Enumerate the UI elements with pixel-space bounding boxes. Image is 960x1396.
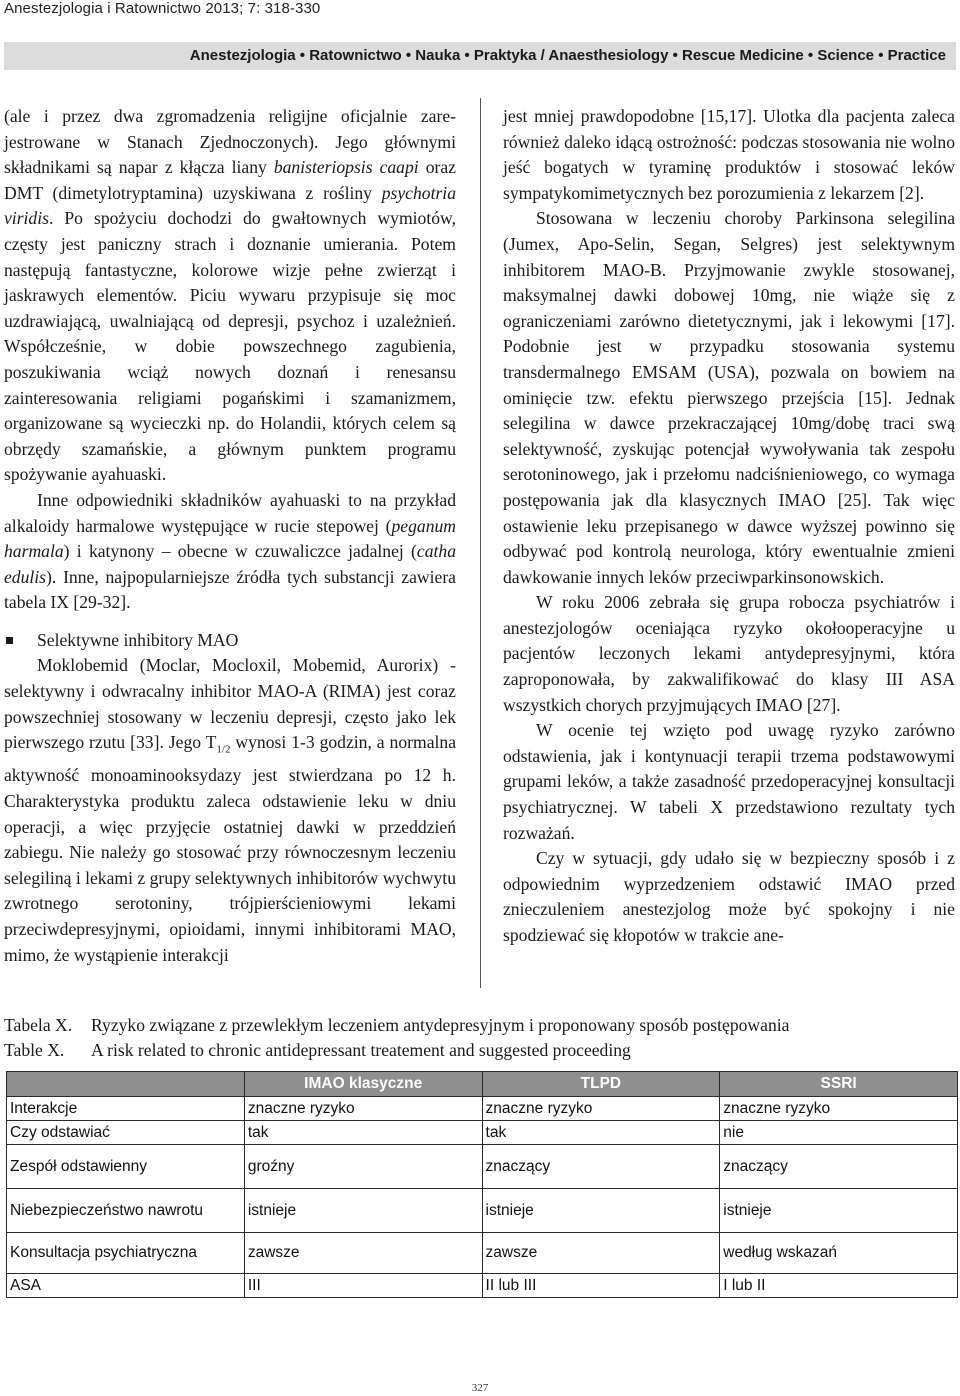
table-row — [7, 1097, 958, 1121]
table-cell: Konsultacja psychiatryczna — [7, 1233, 245, 1274]
left-paragraph-1: (ale i przez dwa zgromadzenia religijne oficjalnie zarejestrowane w Stanach Zjednoczonych). Jego głównymi składnikami są napar z kłącza liany banisteriopsis caapi oraz DMT (dimetylotryptamina) uzyskiwana z rośliny psychotria viridis. Po spożyciu dochodzi do gwałtownych wymiotów, częsty jest paniczny strach i doznanie umierania. Potem następują fantastyczne, kolorowe wizje pełne zwierząt i jaskrawych elementów. Piciu wywaru przypisuje się moc uzdrawiającą, uwalniającą od depresji, psychoz i uzależnień. Współcześnie, w dobie powszechnego zagubienia, poszukiwania wciąż nowych doznań i renesansu zainteresowania religiami pogańskimi i szamanizmem, organizowane są wycieczki np. do Holandii, których celem są obrzędy szamańskie, a głównym punktem programu spożywanie ayahuaski. — [4, 106, 456, 485]
bullet-square-icon — [6, 637, 13, 644]
table-cell: istnieje — [720, 1189, 958, 1233]
right-paragraph-1: jest mniej prawdopodobne [15,17]. Ulotka dla pacjenta zaleca również daleko idącą ostrożność: podczas stosowania nie wolno jeść bogatych w tyraminę produktów i stosować leków sympatykomimetycznych bez porozumienia z lekarzem [2]. — [503, 106, 955, 203]
table-header-cell: IMAO klasyczne — [244, 1072, 482, 1097]
table-cell: zawsze — [482, 1233, 720, 1274]
table-row — [7, 1274, 958, 1298]
table-cell: nie — [720, 1121, 958, 1145]
right-paragraph-4: W ocenie tej wzięto pod uwagę ryzyko zarówno odstawienia, jak i kontynuacji terapii trzema podstawowymi grupami leków, a także zasadność przedoperacyjnej konsultacji psychiatrycznej. W tabeli X przedstawiono rezultaty tych rozważań. — [503, 720, 955, 843]
left-paragraph-3: Moklobemid (Moclar, Mocloxil, Mobemid, Aurorix) - selektywny i odwracalny inhibitor MAO-A (RIMA) jest coraz powszechniej stosowany w leczeniu depresji, często jako lek pierwszego rzutu [33]. Jego $T_{1/2}$ wynosi 1-3 godzin, a normalna aktywność monoaminooksydazy jest stwierdzana po 12 h. Charakterystyka produktu zaleca odstawienie leku w dniu operacji, a więc przyjęcie ostatniej dawki w przeddzień zabiegu. Nie należy go stosować przy równoczesnym leczeniu selegiliną i lekami z grupy selektywnych inhibitorów wychwytu zwrotnego serotoniny, trójpierścieniowymi lekami przeciwdepresyjnymi, opioidami, innymi inhibitorami MAO, mimo, że wystąpienie interakcji — [4, 655, 457, 965]
table-header-cell — [7, 1072, 245, 1097]
table-caption-english: Table X. A risk related to chronic antidepressant treatement and suggested proceeding — [4, 1040, 631, 1060]
table-header-cell: SSRI — [720, 1072, 958, 1097]
table-row — [7, 1233, 958, 1274]
table-cell: istnieje — [482, 1189, 720, 1233]
table-cell: II lub III — [482, 1274, 720, 1298]
left-column — [4, 104, 456, 968]
right-paragraph-2: Stosowana w leczeniu choroby Parkinsona selegilina (Jumex, Apo-Selin, Segan, Selgres) jest selektywnym inhibitorem MAO-B. Przyjmowanie zwykle stosowanej, maksymalnej dawki dobowej 10mg, nie wiąże się z ograniczeniami zarówno dietetycznymi, jak i lekowymi [17]. Podobnie jest w przypadku stosowania systemu transdermalnego EMSAM (USA), pozwala on bowiem na ominięcie tzw. efektu pierwszego przejścia [15]. Jednak selegilina w dawce przekraczającej 10mg/dobę traci swą selektywność, zyskując potencjał wywoływania tak zespołu serotoninowego, jak i przełomu nadciśnieniowego, co wymaga postępowania jak dla klasycznych IMAO [25]. Tak więc ostawienie leku przepisanego w dawce wyższej powinno się odbywać pod kontrolą neurologa, który ewentualnie zmieni dawkowanie innych leków przeciwparkinsonowskich. — [503, 208, 955, 587]
section-heading: Selektywne inhibitory MAO — [4, 628, 456, 654]
table-caption-polish: Tabela X. Ryzyko związane z przewlekłym leczeniem antydepresyjnym i proponowany sposób postępowania — [4, 1015, 790, 1035]
table-cell: tak — [244, 1121, 482, 1145]
table-cell: III — [244, 1274, 482, 1298]
table-cell: Zespół odstawienny — [7, 1145, 245, 1189]
table-cell: znaczący — [482, 1145, 720, 1189]
column-divider — [480, 98, 481, 988]
table-cell: Czy odstawiać — [7, 1121, 245, 1145]
table-header-cell: TLPD — [482, 1072, 720, 1097]
page-number: 327 — [471, 1382, 489, 1394]
right-paragraph-5: Czy w sytuacji, gdy udało się w bezpieczny sposób i z odpowiednim wyprzedzeniem odstawić IMAO przed znieczuleniem anestezjolog może być spokojny i nie spodziewać się kłopotów w trakcie ane- — [503, 848, 955, 945]
table-cell: zawsze — [244, 1233, 482, 1274]
risk-table — [6, 1071, 958, 1298]
table-cell: znaczne ryzyko — [244, 1097, 482, 1121]
table-cell: groźny — [244, 1145, 482, 1189]
table-cell: znaczne ryzyko — [720, 1097, 958, 1121]
table-cell: znaczne ryzyko — [482, 1097, 720, 1121]
table-cell: I lub II — [720, 1274, 958, 1298]
table-cell: znaczący — [720, 1145, 958, 1189]
table-row — [7, 1121, 958, 1145]
table-cell: Niebezpieczeństwo nawrotu — [7, 1189, 245, 1233]
table-cell: ASA — [7, 1274, 245, 1298]
right-column — [503, 104, 955, 949]
journal-header-band: Anestezjologia • Ratownictwo • Nauka • Praktyka / Anaesthesiology • Rescue Medicine • Science • Practice — [4, 42, 956, 70]
table-cell: tak — [482, 1121, 720, 1145]
table-row — [7, 1145, 958, 1189]
table-header-row — [7, 1072, 958, 1097]
right-paragraph-3: W roku 2006 zebrała się grupa robocza psychiatrów i anestezjologów oceniająca ryzyko okołooperacyjne u pacjentów leczonych lekami antydepresyjnymi, która zaproponowała, by zakwalifikować do klasy III ASA wszystkich chorych przyjmujących IMAO [27]. — [503, 592, 955, 715]
table-row — [7, 1189, 958, 1233]
left-paragraph-2: Inne odpowiedniki składników ayahuaski to na przykład alkaloidy harmalowe występujące w rucie stepowej (peganum harmala) i katynony – obecne w czuwaliczce jadalnej (catha edulis). Inne, najpopularniejsze źródła tych substancji zawiera tabela IX [29-32]. — [4, 489, 456, 613]
table-cell: istnieje — [244, 1189, 482, 1233]
table-cell: według wskazań — [720, 1233, 958, 1274]
table-cell: Interakcje — [7, 1097, 245, 1121]
journal-reference: Anestezjologia i Ratownictwo 2013; 7: 318-330 — [4, 0, 321, 17]
